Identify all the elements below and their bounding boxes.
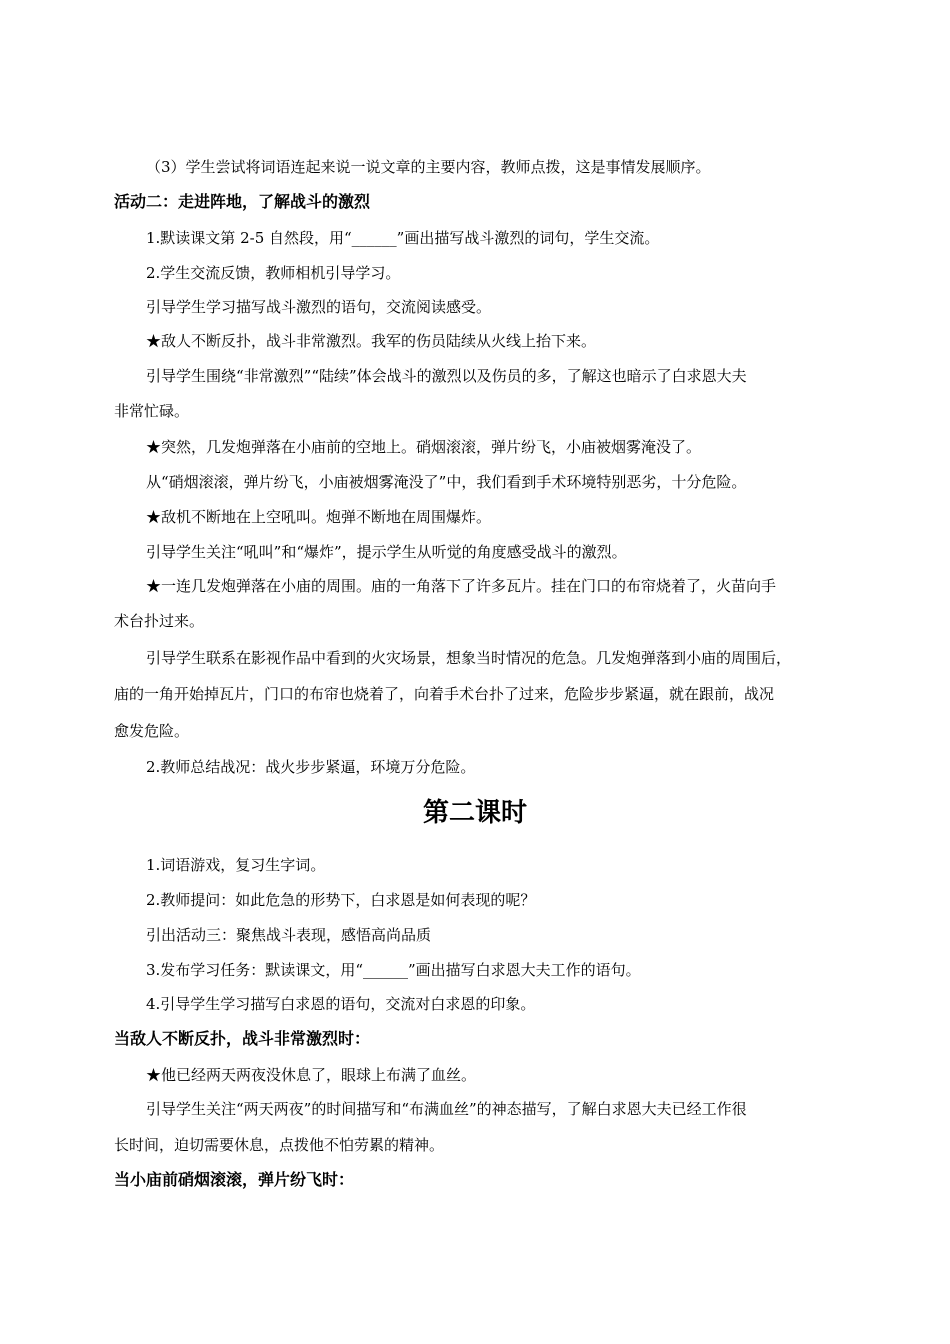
- section-heading: 当小庙前硝烟滚滚，弹片纷飞时：: [114, 1170, 355, 1189]
- section-heading: 活动二：走进阵地，了解战斗的激烈: [114, 192, 371, 211]
- paragraph: 引出活动三：聚焦战斗表现，感悟高尚品质: [146, 926, 432, 944]
- paragraph: 2.学生交流反馈，教师相机引导学习。: [146, 264, 401, 282]
- paragraph: （3）学生尝试将词语连起来说一说文章的主要内容，教师点拨，这是事情发展顺序。: [146, 158, 711, 176]
- paragraph-continuation: 庙的一角开始掉瓦片，门口的布帘也烧着了，向着手术台扑了过来，危险步步紧逼，就在跟前，战况: [114, 685, 775, 703]
- paragraph: 从“硝烟滚滚，弹片纷飞，小庙被烟雾淹没了”中，我们看到手术环境特别恶劣，十分危险。: [146, 473, 747, 491]
- paragraph: 引导学生学习描写战斗激烈的语句，交流阅读感受。: [146, 298, 492, 316]
- quote-paragraph: ★他已经两天两夜没休息了，眼球上布满了血丝。: [146, 1066, 477, 1084]
- paragraph: 引导学生围绕“非常激烈”“陆续”体会战斗的激烈以及伤员的多，了解这也暗示了白求恩大夫: [146, 367, 747, 385]
- paragraph: 1.词语游戏，复习生字词。: [146, 856, 326, 874]
- paragraph: 2.教师提问：如此危急的形势下，白求恩是如何表现的呢？: [146, 891, 536, 909]
- paragraph: 2.教师总结战况：战火步步紧逼，环境万分危险。: [146, 758, 476, 776]
- paragraph: 1.默读课文第 2-5 自然段，用“______”画出描写战斗激烈的词句，学生交流。: [146, 229, 660, 247]
- paragraph: 4.引导学生学习描写白求恩的语句，交流对白求恩的印象。: [146, 995, 536, 1013]
- paragraph-continuation: 长时间，迫切需要休息，点拨他不怕劳累的精神。: [114, 1136, 445, 1154]
- paragraph: 引导学生关注“吼叫”和“爆炸”，提示学生从听觉的角度感受战斗的激烈。: [146, 543, 627, 561]
- paragraph: 3.发布学习任务：默读课文，用“______”画出描写白求恩大夫工作的语句。: [146, 961, 641, 979]
- lesson-title: 第二课时: [422, 798, 527, 828]
- paragraph: 引导学生关注“两天两夜”的时间描写和“布满血丝”的神态描写，了解白求恩大夫已经工作很: [146, 1100, 747, 1118]
- paragraph-continuation: 术台扑过来。: [114, 612, 205, 630]
- paragraph-continuation: 非常忙碌。: [114, 402, 190, 420]
- paragraph-continuation: 愈发危险。: [114, 722, 190, 740]
- quote-paragraph: ★一连几发炮弹落在小庙的周围。庙的一角落下了许多瓦片。挂在门口的布帘烧着了，火苗向手: [146, 577, 777, 595]
- section-heading: 当敌人不断反扑，战斗非常激烈时：: [114, 1029, 371, 1048]
- quote-paragraph: ★突然，几发炮弹落在小庙前的空地上。硝烟滚滚，弹片纷飞，小庙被烟雾淹没了。: [146, 438, 702, 456]
- quote-paragraph: ★敌机不断地在上空吼叫。炮弹不断地在周围爆炸。: [146, 508, 492, 526]
- quote-paragraph: ★敌人不断反扑，战斗非常激烈。我军的伤员陆续从火线上抬下来。: [146, 332, 597, 350]
- paragraph: 引导学生联系在影视作品中看到的火灾场景，想象当时情况的危急。几发炮弹落到小庙的周围后，: [146, 649, 792, 667]
